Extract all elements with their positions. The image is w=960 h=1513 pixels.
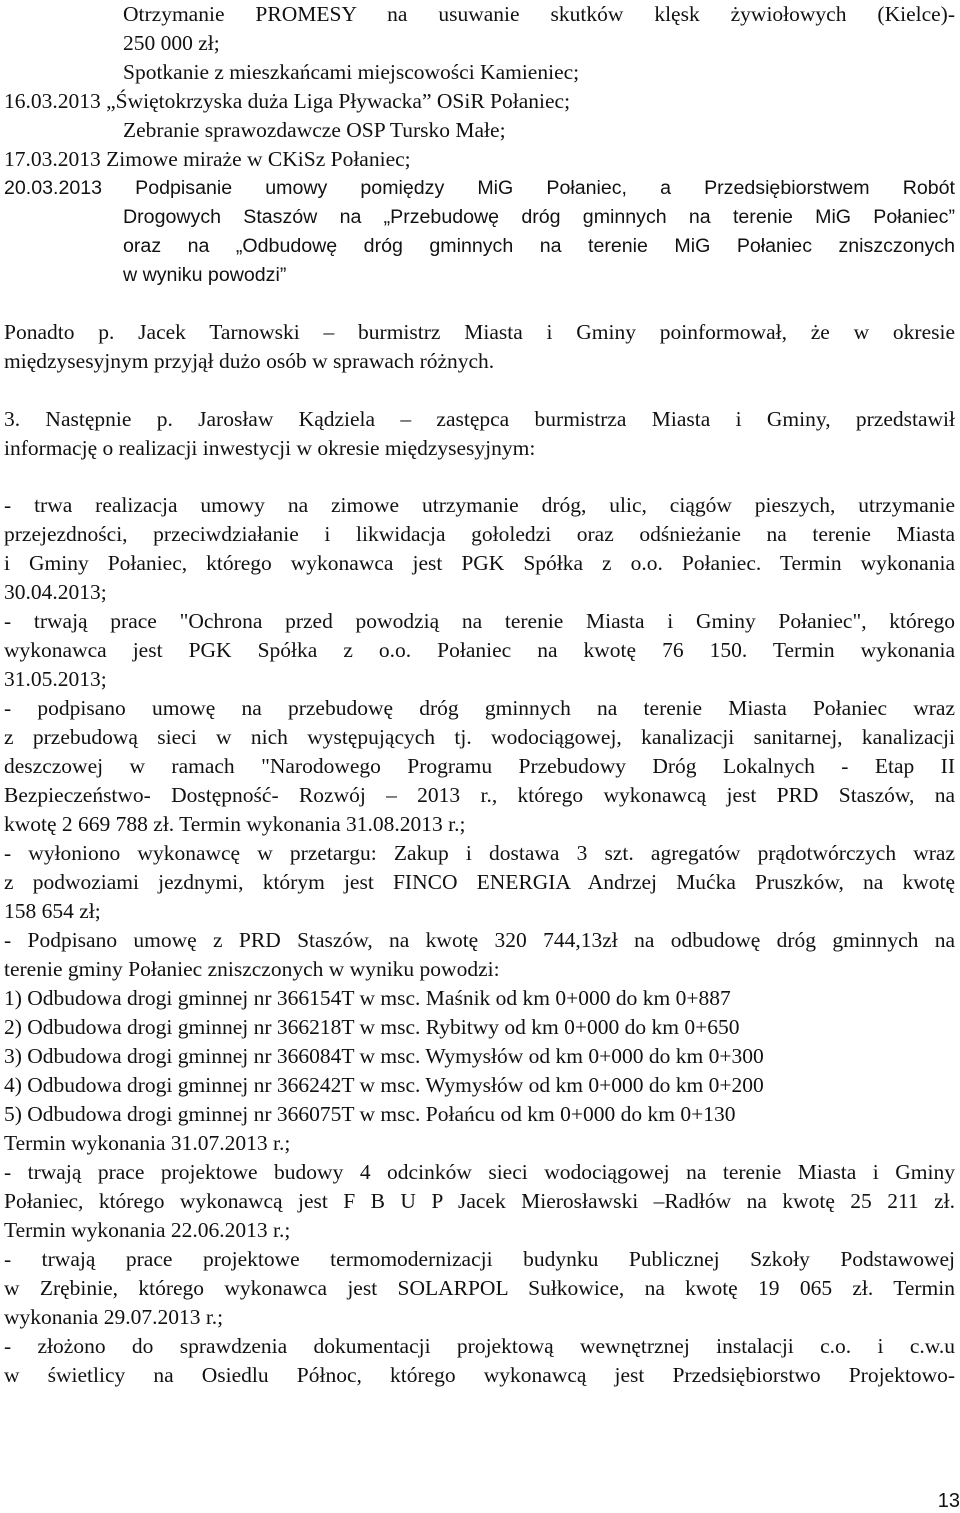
text-line: Termin wykonania 22.06.2013 r.;: [4, 1218, 291, 1242]
text-line: informację o realizacji inwestycji w okresie międzysesyjnym:: [4, 436, 536, 460]
text-line: przejezdności, przeciwdziałanie i likwidacja gołoledzi oraz odśnieżanie na terenie Miasta: [4, 522, 955, 546]
text-line: - Podpisano umowę z PRD Staszów, na kwotę 320 744,13zł na odbudowę dróg gminnych na: [4, 928, 955, 952]
text-line: w Zrębinie, którego wykonawca jest SOLARPOL Sułkowice, na kwotę 19 065 zł. Termin: [4, 1276, 955, 1300]
text-line: Drogowych Staszów na „Przebudowę dróg gminnych na terenie MiG Połaniec”: [123, 206, 955, 228]
text-line: - wyłoniono wykonawcę w przetargu: Zakup i dostawa 3 szt. agregatów prądotwórczych wraz: [4, 841, 955, 865]
text-line: 250 000 zł;: [123, 31, 220, 55]
page-number: 13: [937, 1490, 960, 1512]
text-line: międzysesyjnym przyjął dużo osób w sprawach różnych.: [4, 349, 495, 373]
text-line: Spotkanie z mieszkańcami miejscowości Kamieniec;: [123, 60, 580, 84]
text-line: oraz na „Odbudowę dróg gminnych na terenie MiG Połaniec zniszczonych: [123, 235, 955, 257]
text-line: 17.03.2013 Zimowe miraże w CKiSz Połaniec;: [4, 147, 411, 171]
text-line: 3) Odbudowa drogi gminnej nr 366084T w msc. Wymysłów od km 0+000 do km 0+300: [4, 1044, 764, 1068]
text-line: w świetlicy na Osiedlu Północ, którego wykonawcą jest Przedsiębiorstwo Projektowo-: [4, 1363, 955, 1387]
text-line: Termin wykonania 31.07.2013 r.;: [4, 1131, 291, 1155]
text-line: z przebudową sieci w nich występujących tj. wodociągowej, kanalizacji sanitarnej, kanalizacji: [4, 725, 955, 749]
text-line: terenie gminy Połaniec zniszczonych w wyniku powodzi:: [4, 957, 500, 981]
text-line: Ponadto p. Jacek Tarnowski – burmistrz Miasta i Gminy poinformował, że w okresie: [4, 320, 955, 344]
text-line: Zebranie sprawozdawcze OSP Tursko Małe;: [123, 118, 506, 142]
text-line: 31.05.2013;: [4, 667, 107, 691]
text-line: w wyniku powodzi”: [123, 264, 287, 286]
text-line: i Gminy Połaniec, którego wykonawca jest PGK Spółka z o.o. Połaniec. Termin wykonania: [4, 551, 955, 575]
text-line: wykonawca jest PGK Spółka z o.o. Połaniec na kwotę 76 150. Termin wykonania: [4, 638, 955, 662]
text-line: Bezpieczeństwo- Dostępność- Rozwój – 2013 r., którego wykonawcą jest PRD Staszów, na: [4, 783, 955, 807]
text-line: 20.03.2013 Podpisanie umowy pomiędzy MiG Połaniec, a Przedsiębiorstwem Robót: [4, 177, 955, 199]
text-line: z podwoziami jezdnymi, którym jest FINCO ENERGIA Andrzej Mućka Pruszków, na kwotę: [4, 870, 955, 894]
text-line: - trwają prace "Ochrona przed powodzią na terenie Miasta i Gminy Połaniec", którego: [4, 609, 955, 633]
text-line: 5) Odbudowa drogi gminnej nr 366075T w msc. Połańcu od km 0+000 do km 0+130: [4, 1102, 736, 1126]
text-line: 4) Odbudowa drogi gminnej nr 366242T w msc. Wymysłów od km 0+000 do km 0+200: [4, 1073, 764, 1097]
text-line: - trwają prace projektowe termomodernizacji budynku Publicznej Szkoły Podstawowej: [4, 1247, 955, 1271]
text-line: 2) Odbudowa drogi gminnej nr 366218T w msc. Rybitwy od km 0+000 do km 0+650: [4, 1015, 740, 1039]
text-line: 158 654 zł;: [4, 899, 101, 923]
text-line: - trwają prace projektowe budowy 4 odcinków sieci wodociągowej na terenie Miasta i Gminy: [4, 1160, 955, 1184]
text-line: 1) Odbudowa drogi gminnej nr 366154T w msc. Maśnik od km 0+000 do km 0+887: [4, 986, 731, 1010]
text-line: Połaniec, którego wykonawcą jest F B U P Jacek Mierosławski –Radłów na kwotę 25 211 zł.: [4, 1189, 955, 1213]
text-line: Otrzymanie PROMESY na usuwanie skutków klęsk żywiołowych (Kielce)-: [123, 2, 955, 26]
text-line: 3. Następnie p. Jarosław Kądziela – zastępca burmistrza Miasta i Gminy, przedstawił: [4, 407, 955, 431]
text-line: 30.04.2013;: [4, 580, 107, 604]
text-line: kwotę 2 669 788 zł. Termin wykonania 31.08.2013 r.;: [4, 812, 466, 836]
text-line: 16.03.2013 „Świętokrzyska duża Liga Pływacka” OSiR Połaniec;: [4, 89, 571, 113]
text-line: - złożono do sprawdzenia dokumentacji projektową wewnętrznej instalacji c.o. i c.w.u: [4, 1334, 955, 1358]
text-line: - trwa realizacja umowy na zimowe utrzymanie dróg, ulic, ciągów pieszych, utrzymanie: [4, 493, 955, 517]
text-line: deszczowej w ramach "Narodowego Programu Przebudowy Dróg Lokalnych - Etap II: [4, 754, 955, 778]
text-line: wykonania 29.07.2013 r.;: [4, 1305, 224, 1329]
text-line: - podpisano umowę na przebudowę dróg gminnych na terenie Miasta Połaniec wraz: [4, 696, 955, 720]
